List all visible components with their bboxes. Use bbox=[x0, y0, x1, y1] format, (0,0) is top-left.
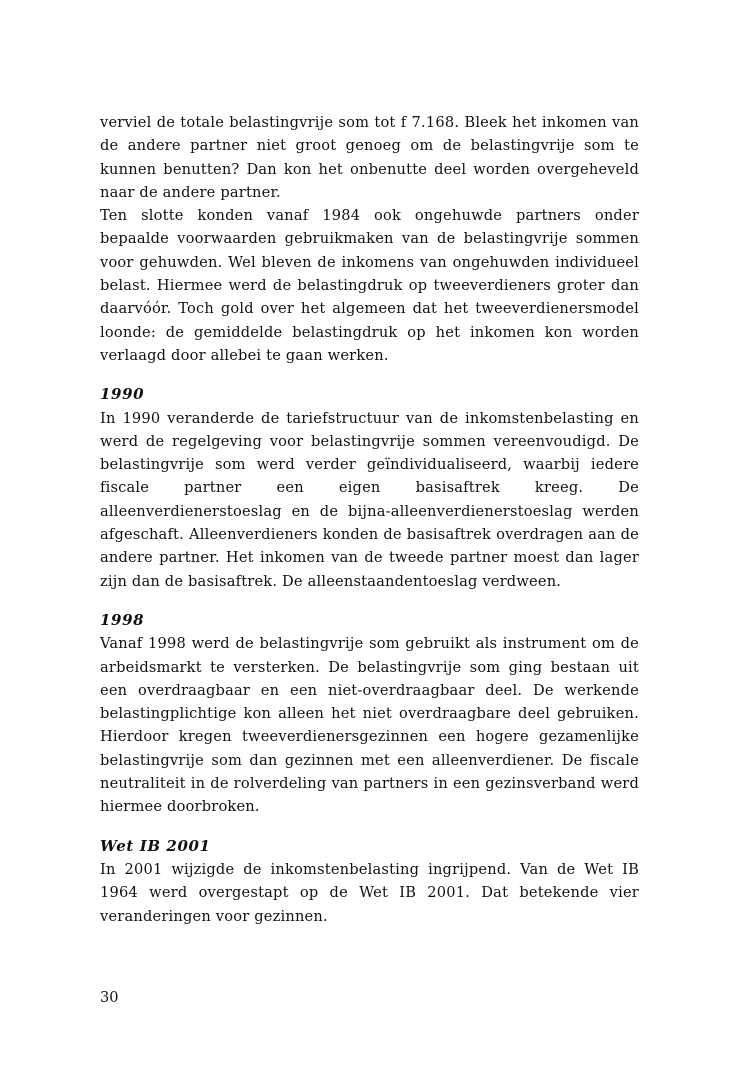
section-paragraph: In 1990 veranderde de tariefstructuur van de inkomstenbelasting en werd de regelgeving voor belastingvrije sommen vereenvoudigd. De belastingvrije som werd verder geïndividualiseerd, waarbij iedere fiscale partner een eigen basisaftrek kreeg. De alleenverdienerstoeslag en de bijna-alleenverdienerstoeslag werden afgeschaft. Alleenverdieners konden de basisaftrek overdragen aan de andere partner. Het inkomen van de tweede partner moest dan lager zijn dan de basisaftrek. De alleenstaandentoeslag verdween. bbox=[100, 409, 639, 590]
section-paragraph: Vanaf 1998 werd de belastingvrije som gebruikt als instrument om de arbeidsmarkt te versterken. De belastingvrije som ging bestaan uit een overdraagbaar en een niet-overdraagbaar deel. De werkende belastingplichtige kon alleen het niet overdraagbare deel gebruiken. Hierdoor kregen tweeverdienersgezinnen een hogere gezamenlijke belastingvrije som dan gezinnen met een alleenverdiener. De fiscale neutraliteit in de rolverdeling van partners in een gezinsverband werd hiermee doorbroken. bbox=[100, 635, 639, 816]
section-wet-ib-2001 bbox=[100, 835, 639, 928]
page-number: 30 bbox=[100, 989, 119, 1006]
body-paragraph: Ten slotte konden vanaf 1984 ook ongehuwde partners onder bepaalde voorwaarden gebruikmaken van de belastingvrije sommen voor gehuwden. Wel bleven de inkomens van ongehuwden individueel belast. Hiermee werd de belastingdruk op tweeverdieners groter dan daarvóór. Toch gold over het algemeen dat het tweeverdienersmodel loonde: de gemiddelde belastingdruk op het inkomen kon worden verlaagd door allebei te gaan werken. bbox=[100, 207, 639, 364]
section-heading: 1990 bbox=[100, 385, 145, 404]
page-body bbox=[100, 111, 639, 928]
section-1990 bbox=[100, 383, 639, 593]
body-paragraph: verviel de totale belastingvrije som tot f 7.168. Bleek het inkomen van de andere partner niet groot genoeg om de belastingvrije som te kunnen benutten? Dan kon het onbenutte deel worden overgeheveld naar de andere partner. bbox=[100, 114, 639, 201]
section-paragraph: In 2001 wijzigde de inkomstenbelasting ingrijpend. Van de Wet IB 1964 werd overgestapt op de Wet IB 2001. Dat betekende vier veranderingen voor gezinnen. bbox=[100, 860, 639, 925]
section-heading: 1998 bbox=[100, 610, 145, 629]
section-heading: Wet IB 2001 bbox=[100, 836, 211, 855]
section-1998 bbox=[100, 609, 639, 819]
